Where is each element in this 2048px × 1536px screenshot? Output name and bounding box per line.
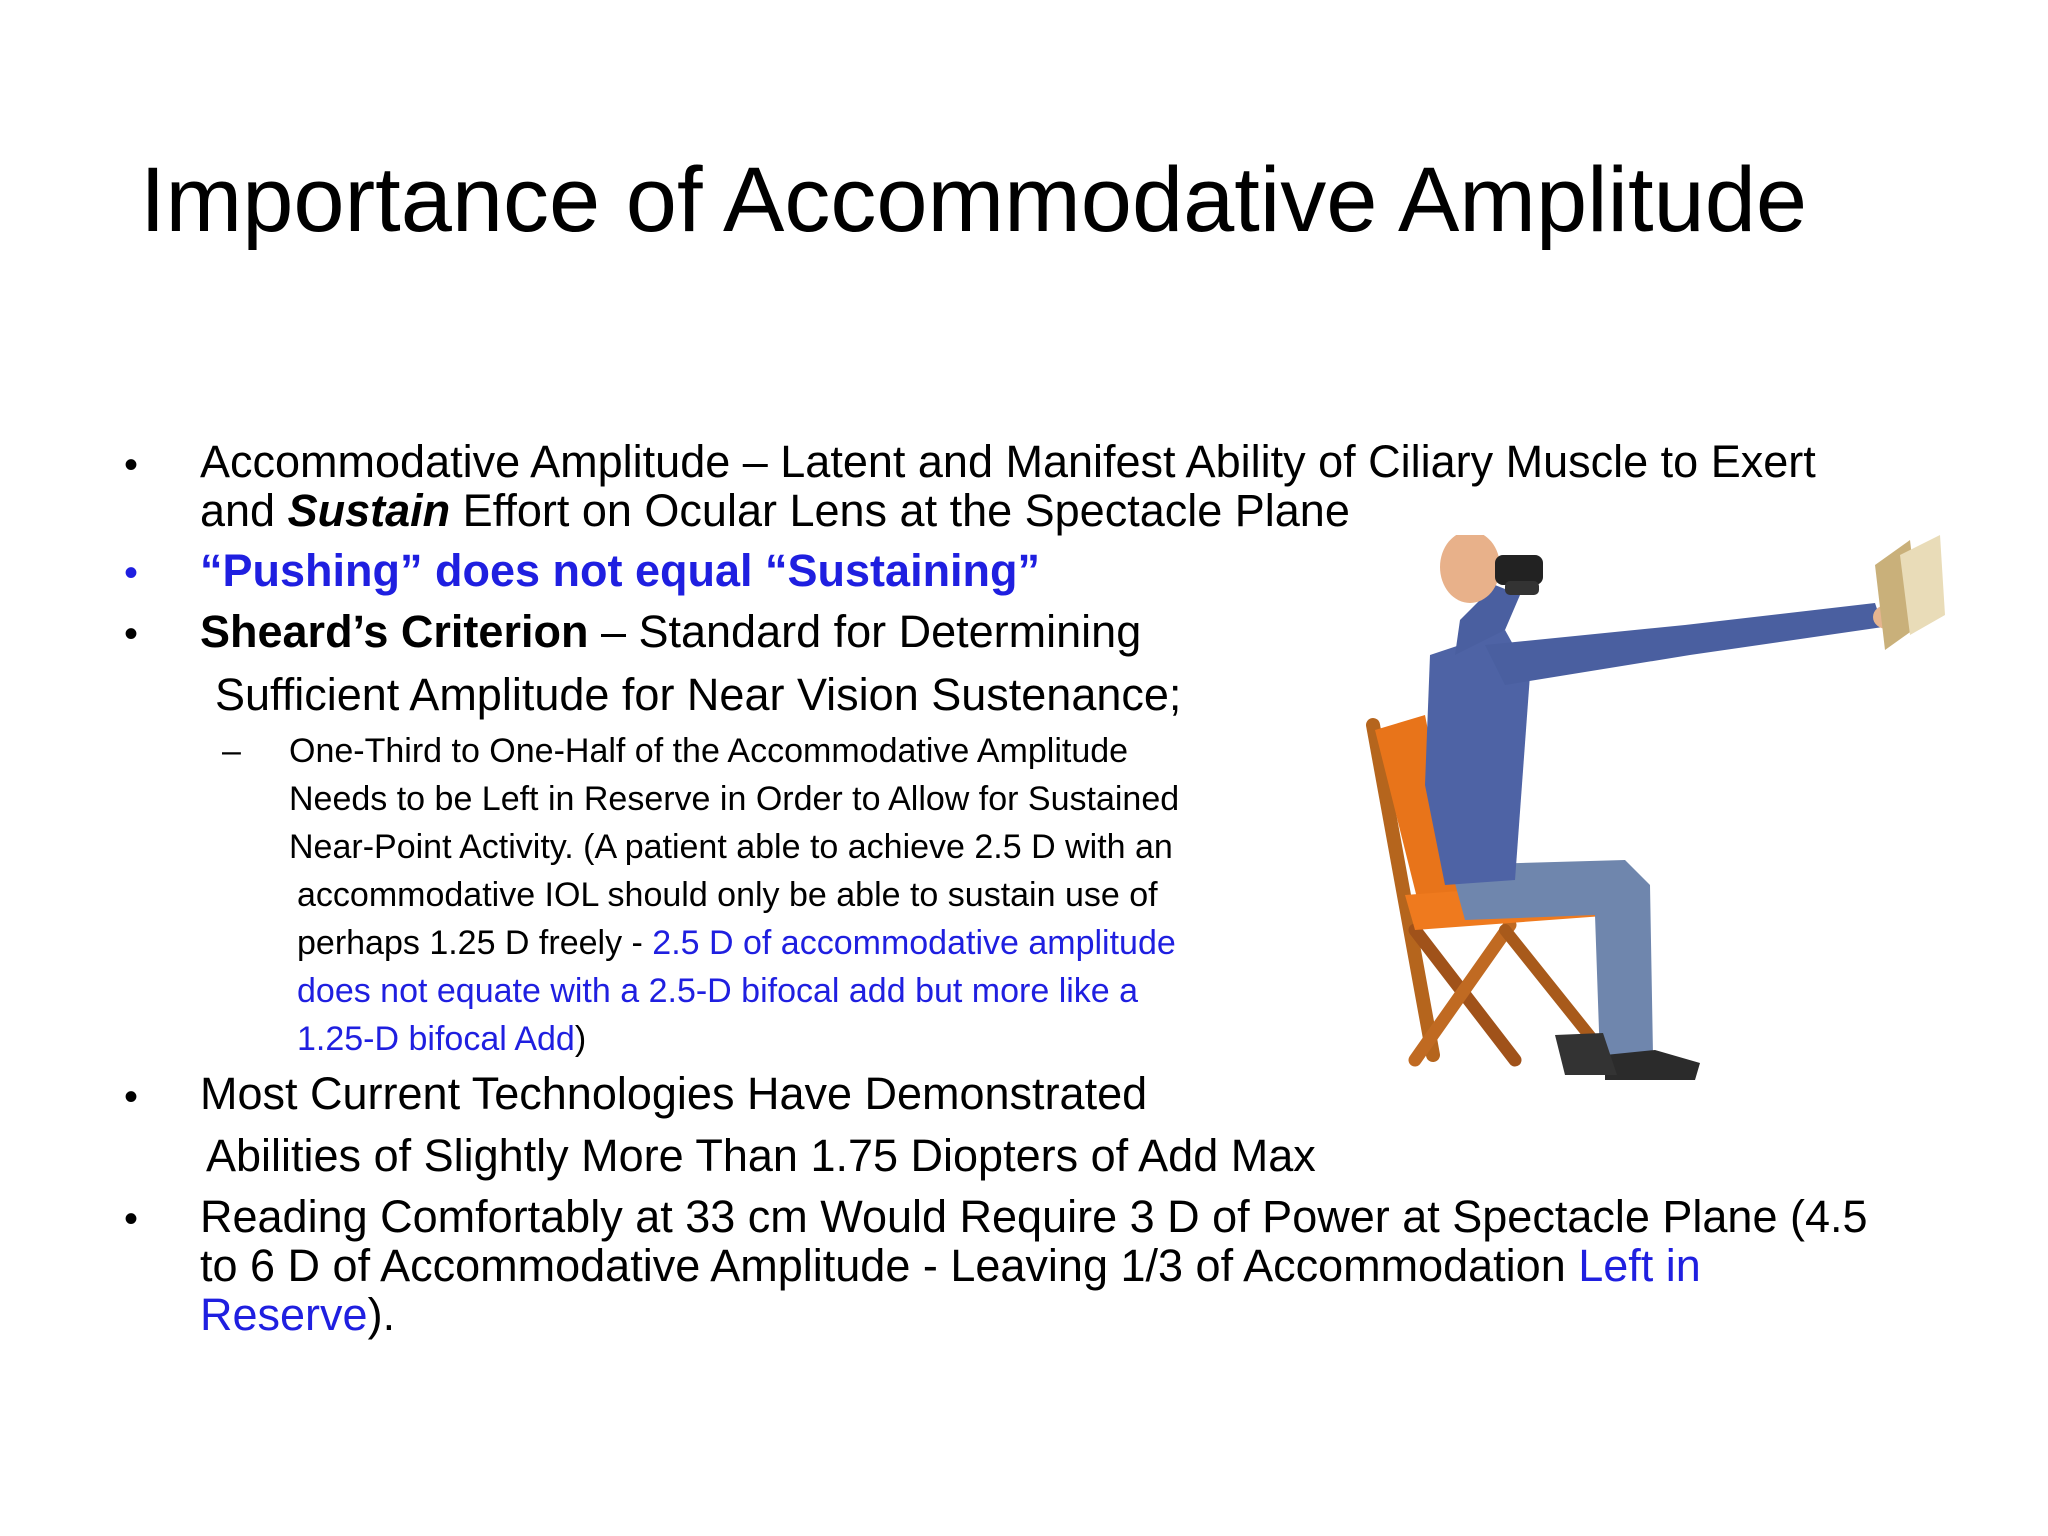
bullet-marker: • xyxy=(124,443,139,487)
bullet-3-rest: – Standard for Determining xyxy=(588,606,1142,657)
bullet-1-text-post: Effort on Ocular Lens at the Spectacle Plane xyxy=(450,485,1350,536)
bullet-2-text: “Pushing” does not equal “Sustaining” xyxy=(200,545,1041,596)
sub-bullet-blue-text: 2.5 D of accommodative amplitude xyxy=(652,924,1176,962)
sub-bullet-blue-text: 1.25-D bifocal Add xyxy=(297,1020,575,1058)
bullet-5-line-3 xyxy=(200,1290,395,1340)
bullet-1-emphasis: Sustain xyxy=(287,485,451,536)
sub-bullet-line-1: One-Third to One-Half of the Accommodative Amplitude xyxy=(289,732,1129,770)
bullet-marker: • xyxy=(124,1075,139,1119)
bullet-1-line-2 xyxy=(200,486,1350,536)
sub-bullet-line-2: Needs to be Left in Reserve in Order to Allow for Sustained xyxy=(289,780,1180,818)
bullet-3-line-1 xyxy=(200,607,1141,657)
bullet-5-blue-text: Reserve xyxy=(200,1289,368,1340)
bullet-1-line-1: Accommodative Amplitude – Latent and Manifest Ability of Ciliary Muscle to Exert xyxy=(200,436,1816,487)
sub-bullet-line-5 xyxy=(297,919,1176,967)
bullet-marker: • xyxy=(124,551,139,595)
bullet-5-text-pre: to 6 D of Accommodative Amplitude - Leaving 1/3 of Accommodation xyxy=(200,1240,1579,1291)
bullet-5-line-2 xyxy=(200,1241,1701,1291)
bullet-4-line-1: Most Current Technologies Have Demonstrated xyxy=(200,1068,1148,1119)
slide-title: Importance of Accommodative Amplitude xyxy=(140,149,1808,251)
bullet-3-line-2: Sufficient Amplitude for Near Vision Sustenance; xyxy=(215,669,1182,720)
bullet-1-text-pre: and xyxy=(200,485,288,536)
sub-bullet-dash: – xyxy=(222,732,241,770)
bullet-3-bold: Sheard’s Criterion xyxy=(200,606,589,657)
sub-bullet-line-4: accommodative IOL should only be able to sustain use of xyxy=(297,876,1158,914)
sub-bullet-line-6: does not equate with a 2.5-D bifocal add but more like a xyxy=(297,972,1139,1010)
sub-bullet-text-pre: perhaps 1.25 D freely - xyxy=(297,924,653,962)
sub-bullet-line-3: Near-Point Activity. (A patient able to achieve 2.5 D with an xyxy=(289,828,1173,866)
bullet-5-blue-text: Left in xyxy=(1578,1240,1701,1291)
bullet-5-text-post: ). xyxy=(367,1289,396,1340)
bullet-4-line-2: Abilities of Slightly More Than 1.75 Diopters of Add Max xyxy=(206,1130,1316,1181)
bullet-marker: • xyxy=(124,612,139,656)
bullet-marker: • xyxy=(124,1197,139,1241)
sub-bullet-line-7 xyxy=(297,1015,586,1063)
sub-bullet-text-post: ) xyxy=(574,1020,587,1058)
man-with-binoculars-illustration xyxy=(1355,535,1955,1095)
bullet-5-line-1: Reading Comfortably at 33 cm Would Require 3 D of Power at Spectacle Plane (4.5 xyxy=(200,1191,1868,1242)
